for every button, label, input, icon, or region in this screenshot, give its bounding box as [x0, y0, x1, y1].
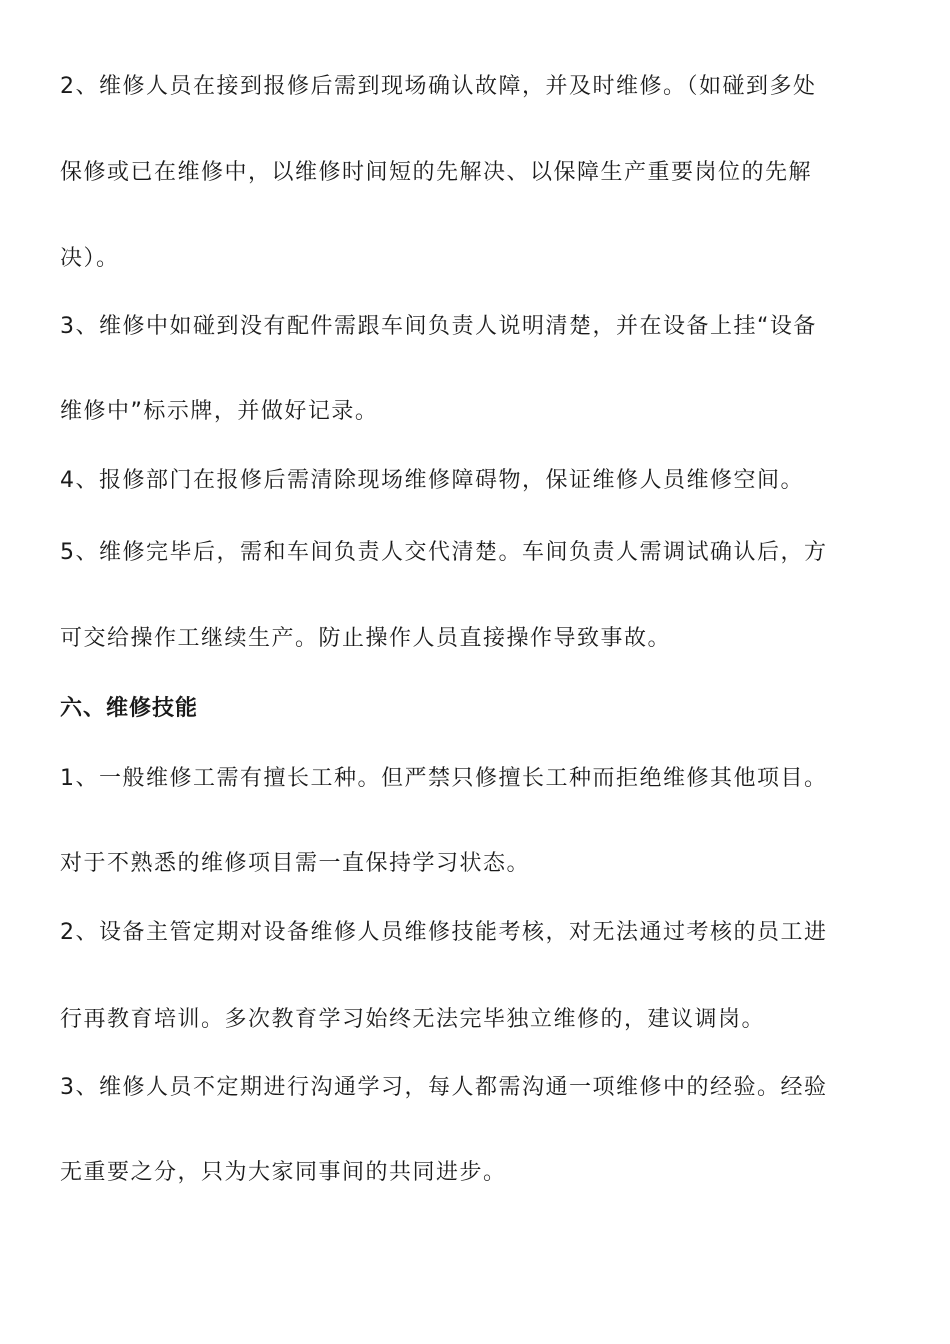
item-2-line-3: 决）。 [60, 246, 120, 271]
skill-1-line-2: 对于不熟悉的维修项目需一直保持学习状态。 [60, 851, 531, 876]
item-4-line-1: 4、报修部门在报修后需清除现场维修障碍物，保证维修人员维修空间。 [60, 468, 804, 493]
skill-2-line-1: 2、设备主管定期对设备维修人员维修技能考核，对无法通过考核的员工进 [60, 920, 828, 945]
section-heading-repair-skills: 六、维修技能 [60, 696, 199, 721]
item-5-line-2: 可交给操作工继续生产。防止操作人员直接操作导致事故。 [60, 626, 672, 651]
item-5-line-1: 5、维修完毕后，需和车间负责人交代清楚。车间负责人需调试确认后，方 [60, 540, 828, 565]
skill-1-line-1: 1、一般维修工需有擅长工种。但严禁只修擅长工种而拒绝维修其他项目。 [60, 766, 828, 791]
item-2-line-1: 2、维修人员在接到报修后需到现场确认故障，并及时维修。（如碰到多处 [60, 74, 817, 99]
item-3-line-2: 维修中”标示牌，并做好记录。 [60, 399, 379, 424]
item-3-line-1: 3、维修中如碰到没有配件需跟车间负责人说明清楚，并在设备上挂“设备 [60, 314, 817, 339]
skill-3-line-1: 3、维修人员不定期进行沟通学习，每人都需沟通一项维修中的经验。经验 [60, 1075, 828, 1100]
item-2-line-2: 保修或已在维修中，以维修时间短的先解决、以保障生产重要岗位的先解 [60, 160, 813, 185]
skill-3-line-2: 无重要之分，只为大家同事间的共同进步。 [60, 1160, 507, 1185]
skill-2-line-2: 行再教育培训。多次教育学习始终无法完毕独立维修的，建议调岗。 [60, 1007, 766, 1032]
